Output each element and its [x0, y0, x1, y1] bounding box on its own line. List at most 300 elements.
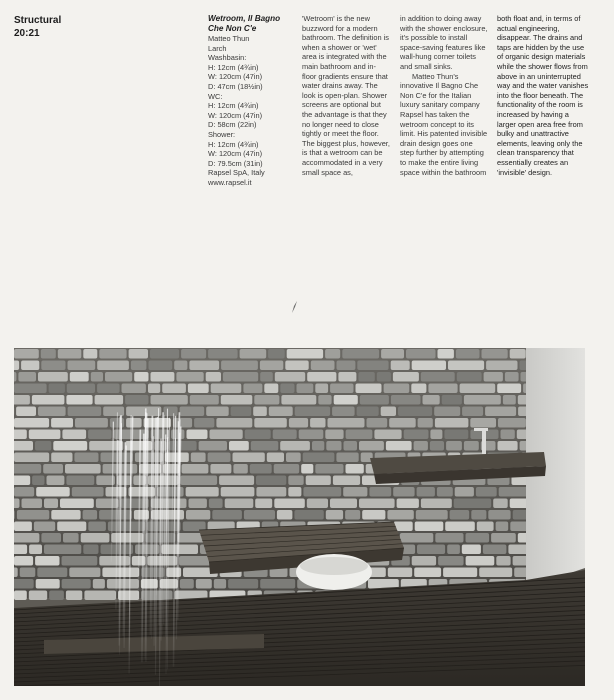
stone [14, 522, 32, 532]
stone [464, 395, 501, 405]
stone [368, 579, 399, 589]
stone [391, 395, 421, 405]
stone [454, 499, 492, 509]
stone [267, 453, 284, 463]
leaf-mark-icon [290, 300, 298, 314]
stone [418, 418, 433, 428]
body-paragraph: both float and, in terms of actual engineering, disappear. The drains and taps are hidden by the use of organic design materials while the shower flows from above in an uninterrupted way and the water vanishes into the floor beneath. The functionality of the room is increased by having a larger open area free from bulky and unattractive elements, leaving only the clean transparency that essentially creates an 'invisible' design. [497, 14, 589, 177]
stone [498, 441, 518, 451]
stone [470, 418, 496, 428]
stone [289, 418, 308, 428]
stone [277, 510, 293, 520]
stone [149, 361, 173, 371]
stone [482, 349, 508, 359]
stone [180, 579, 194, 589]
stone [295, 407, 330, 417]
stone [510, 349, 526, 359]
stone [62, 556, 98, 566]
stone [233, 453, 265, 463]
stone [477, 522, 494, 532]
stone [260, 372, 273, 382]
stone [260, 361, 283, 371]
stone [315, 464, 343, 474]
stone [483, 545, 507, 555]
stone [430, 441, 444, 451]
stone [406, 349, 436, 359]
stone [360, 395, 389, 405]
stone [417, 487, 435, 497]
stone [14, 418, 49, 428]
stone [233, 464, 247, 474]
stone [505, 372, 519, 382]
stone [307, 499, 328, 509]
stone [194, 418, 214, 428]
stone [14, 476, 30, 486]
stone [437, 487, 453, 497]
stone [264, 384, 278, 394]
stone [88, 430, 112, 440]
stone [387, 510, 413, 520]
stone [93, 579, 105, 589]
stone [254, 395, 279, 405]
stone [208, 453, 231, 463]
stone [199, 441, 227, 451]
stone [182, 464, 209, 474]
stone [273, 430, 297, 440]
stone [214, 579, 226, 589]
stone [29, 430, 61, 440]
stone [414, 568, 441, 578]
stone [497, 384, 521, 394]
stone [51, 453, 72, 463]
stone [44, 499, 58, 509]
stone [38, 407, 66, 417]
stone [466, 556, 495, 566]
stone [14, 384, 47, 394]
stone [41, 361, 65, 371]
stone [38, 372, 68, 382]
stone [346, 430, 373, 440]
stone [176, 372, 203, 382]
section-label: Structural [14, 15, 62, 26]
stone [417, 545, 445, 555]
stone [131, 361, 147, 371]
stone [243, 384, 262, 394]
body-column-1 [302, 14, 390, 177]
stone [41, 533, 61, 543]
stone [88, 522, 106, 532]
stone [186, 510, 210, 520]
stone [83, 545, 98, 555]
stone [99, 510, 132, 520]
stone [32, 395, 65, 405]
stone [97, 384, 120, 394]
stone [62, 579, 91, 589]
stone [430, 430, 442, 440]
stone [488, 510, 510, 520]
stone [415, 522, 444, 532]
stone [498, 418, 526, 428]
stone [14, 349, 39, 359]
body-paragraph: in addition to doing away with the shower enclosure, it's possible to install space-saving features like wall-hung corner toilets and small sinks. [400, 14, 488, 71]
stone [150, 349, 179, 359]
stone [285, 361, 308, 371]
stone [345, 510, 360, 520]
stone [269, 407, 293, 417]
stone [62, 430, 86, 440]
stone [254, 418, 286, 428]
stone [49, 591, 64, 601]
stone [479, 568, 512, 578]
stone [105, 372, 132, 382]
stone [460, 384, 496, 394]
stone [288, 487, 301, 497]
stone [397, 499, 419, 509]
stone [66, 395, 92, 405]
stone [374, 430, 401, 440]
stone [411, 384, 426, 394]
stone [20, 568, 36, 578]
spec-line: Shower: [208, 129, 236, 139]
body-column-3 [497, 14, 589, 177]
stone [303, 453, 335, 463]
stone [333, 476, 360, 486]
body-paragraph: 'Wetroom' is the new buzzword for a modern bathroom. The definition is when a shower or 'wet' area is integrated with the main bathroom and in-floor gradients ensure that water drains away. The look is open-plan. Shower screens are optional but the advantage is that they no longer need to close tightly or meet the floor. The biggest plus, however, is that a wetroom can be accommodated in a very small space as, [302, 14, 390, 177]
stone [260, 579, 295, 589]
stone [307, 372, 336, 382]
stone [32, 476, 44, 486]
spec-line: W: 120cm (47in) [208, 149, 263, 159]
stone [14, 441, 33, 451]
stone [65, 464, 101, 474]
stone [14, 579, 34, 589]
stone [180, 407, 205, 417]
stone [484, 372, 503, 382]
stone [186, 487, 219, 497]
stone [315, 384, 328, 394]
stone [445, 522, 475, 532]
stone [102, 568, 139, 578]
stone [330, 499, 357, 509]
stone [69, 568, 100, 578]
stone [442, 395, 462, 405]
stone [404, 430, 429, 440]
stone [256, 487, 286, 497]
spec-line: W: 120cm (47in) [208, 110, 263, 120]
stone [362, 510, 385, 520]
stone [125, 395, 148, 405]
stone [14, 591, 27, 601]
spec-line: D: 47cm (18½in) [208, 81, 263, 91]
stone [96, 499, 119, 509]
wetroom-illustration [14, 348, 585, 686]
stone [447, 545, 460, 555]
stone [250, 464, 272, 474]
stone [18, 372, 36, 382]
stone [36, 487, 69, 497]
stone [318, 395, 331, 405]
stone [471, 510, 486, 520]
stone [14, 372, 16, 382]
stone [14, 556, 33, 566]
stone [35, 441, 51, 451]
stone [221, 487, 255, 497]
stone [332, 407, 355, 417]
stone [51, 418, 73, 428]
stone [251, 441, 278, 451]
stone [393, 372, 419, 382]
stone [384, 384, 410, 394]
stone [126, 418, 142, 428]
stone [83, 510, 98, 520]
stone [70, 372, 89, 382]
stone [423, 395, 440, 405]
stone [464, 441, 479, 451]
stone [14, 453, 49, 463]
stone [503, 395, 516, 405]
stone [35, 556, 59, 566]
body-paragraph: Matteo Thun's innovative Il Bagno Che Non C'e for the Italian luxury sanitary company Rapsel has taken the wetroom concept to its limit. His patented invisible drain design goes one step further by attempting to make the entire living space within the bathroom [400, 71, 488, 177]
stone [367, 418, 388, 428]
stone [377, 372, 391, 382]
stone [81, 533, 110, 543]
stone [280, 441, 310, 451]
stone [68, 361, 96, 371]
stone [306, 476, 331, 486]
stone [187, 430, 208, 440]
stone [36, 579, 60, 589]
stone [134, 372, 148, 382]
stone [338, 372, 356, 382]
stone [444, 430, 468, 440]
stone [244, 510, 275, 520]
stone [99, 349, 126, 359]
stone [388, 568, 412, 578]
stone [118, 591, 139, 601]
stone [288, 476, 303, 486]
stone [41, 349, 56, 359]
stone [255, 499, 272, 509]
stone [34, 522, 55, 532]
stone [280, 384, 294, 394]
stone [84, 591, 116, 601]
stone [188, 384, 209, 394]
stone [256, 476, 286, 486]
stone [191, 453, 206, 463]
stone [287, 349, 323, 359]
stone [301, 464, 313, 474]
stone [211, 384, 242, 394]
stone [219, 476, 254, 486]
stone [151, 395, 188, 405]
stone [446, 441, 462, 451]
stone [151, 372, 175, 382]
wetroom-photo [14, 348, 585, 686]
stone [103, 407, 124, 417]
stone [53, 441, 87, 451]
stone [438, 556, 464, 566]
stone [386, 441, 412, 451]
stone [336, 453, 358, 463]
stone [438, 349, 454, 359]
stone [37, 568, 67, 578]
stone [129, 349, 148, 359]
stone [221, 395, 253, 405]
stone [190, 395, 219, 405]
stone [245, 430, 271, 440]
stone [68, 407, 102, 417]
stone [476, 487, 497, 497]
stone [346, 464, 364, 474]
stone [328, 418, 365, 428]
stone [44, 545, 81, 555]
stone [14, 430, 27, 440]
stone [63, 533, 79, 543]
stone [83, 349, 97, 359]
stone [462, 545, 481, 555]
stone [400, 533, 433, 543]
stone [325, 349, 340, 359]
stone [421, 372, 455, 382]
spec-line: Washbasin: [208, 53, 247, 63]
stone [326, 510, 343, 520]
stone [206, 407, 229, 417]
stone [58, 349, 82, 359]
stone [393, 487, 414, 497]
stone [181, 349, 206, 359]
stone [311, 361, 335, 371]
stone [486, 361, 517, 371]
stone [228, 579, 258, 589]
stone [240, 349, 267, 359]
stone [434, 407, 460, 417]
stone [107, 579, 139, 589]
stone [51, 510, 80, 520]
stone [275, 372, 305, 382]
stone [357, 361, 388, 371]
stone [416, 510, 448, 520]
stone [496, 522, 509, 532]
spec-line: H: 12cm (4¾in) [208, 101, 259, 111]
spec-line: W: 120cm (47in) [208, 72, 263, 82]
stone [281, 395, 316, 405]
stone [391, 361, 410, 371]
stone [412, 361, 446, 371]
stone [356, 384, 382, 394]
stone [456, 349, 480, 359]
stone [491, 533, 516, 543]
stone [359, 499, 395, 509]
spec-line: H: 12cm (4¾in) [208, 62, 259, 72]
body-column-2 [400, 14, 488, 177]
stone [389, 418, 416, 428]
stone [448, 361, 484, 371]
stone [97, 361, 129, 371]
stone [212, 510, 242, 520]
stone [342, 349, 379, 359]
stone [14, 568, 18, 578]
stone [435, 533, 463, 543]
stone [60, 499, 94, 509]
stone [14, 464, 41, 474]
stone [274, 464, 300, 474]
stone [299, 430, 324, 440]
stone [210, 464, 231, 474]
stone [485, 407, 516, 417]
section-header [14, 14, 61, 40]
stone [174, 361, 187, 371]
stone [196, 579, 212, 589]
stone [210, 430, 243, 440]
stone [303, 487, 341, 497]
stone [496, 556, 510, 566]
stone [72, 487, 104, 497]
stone [268, 349, 285, 359]
stone [126, 407, 161, 417]
stone [412, 556, 436, 566]
stone [428, 384, 457, 394]
spec-line: H: 12cm (4¾in) [208, 139, 259, 149]
stone [216, 418, 252, 428]
spec-line: Rapsel SpA, Italy [208, 168, 265, 178]
stone [14, 545, 27, 555]
stone [67, 384, 95, 394]
stone [14, 487, 34, 497]
stone [17, 510, 49, 520]
stone [22, 499, 43, 509]
stone [208, 349, 238, 359]
stone [421, 499, 452, 509]
stone [274, 499, 305, 509]
stone [334, 395, 358, 405]
stone [435, 418, 469, 428]
stone [57, 522, 86, 532]
stone [43, 464, 63, 474]
stone [499, 487, 529, 497]
stone [337, 361, 356, 371]
stone [223, 372, 258, 382]
stone [225, 499, 254, 509]
spec-line: Larch [208, 43, 227, 53]
stone [66, 591, 82, 601]
stone [163, 407, 177, 417]
spec-list [208, 34, 294, 188]
stone [14, 395, 30, 405]
stone [450, 510, 470, 520]
stone [14, 361, 19, 371]
stone [209, 499, 223, 509]
stone [358, 372, 374, 382]
stone [189, 499, 207, 509]
stone [294, 510, 323, 520]
stone [414, 441, 428, 451]
stone [14, 499, 20, 509]
stone [455, 487, 474, 497]
spec-line: WC: [208, 91, 223, 101]
stone [14, 533, 39, 543]
stone [91, 372, 103, 382]
stone [443, 568, 477, 578]
stone [462, 407, 483, 417]
stone [231, 407, 252, 417]
stone [49, 384, 65, 394]
stone [229, 441, 249, 451]
stone [189, 361, 219, 371]
stone [286, 453, 301, 463]
stone [47, 476, 65, 486]
spec-line: D: 58cm (22in) [208, 120, 257, 130]
stone [493, 499, 508, 509]
